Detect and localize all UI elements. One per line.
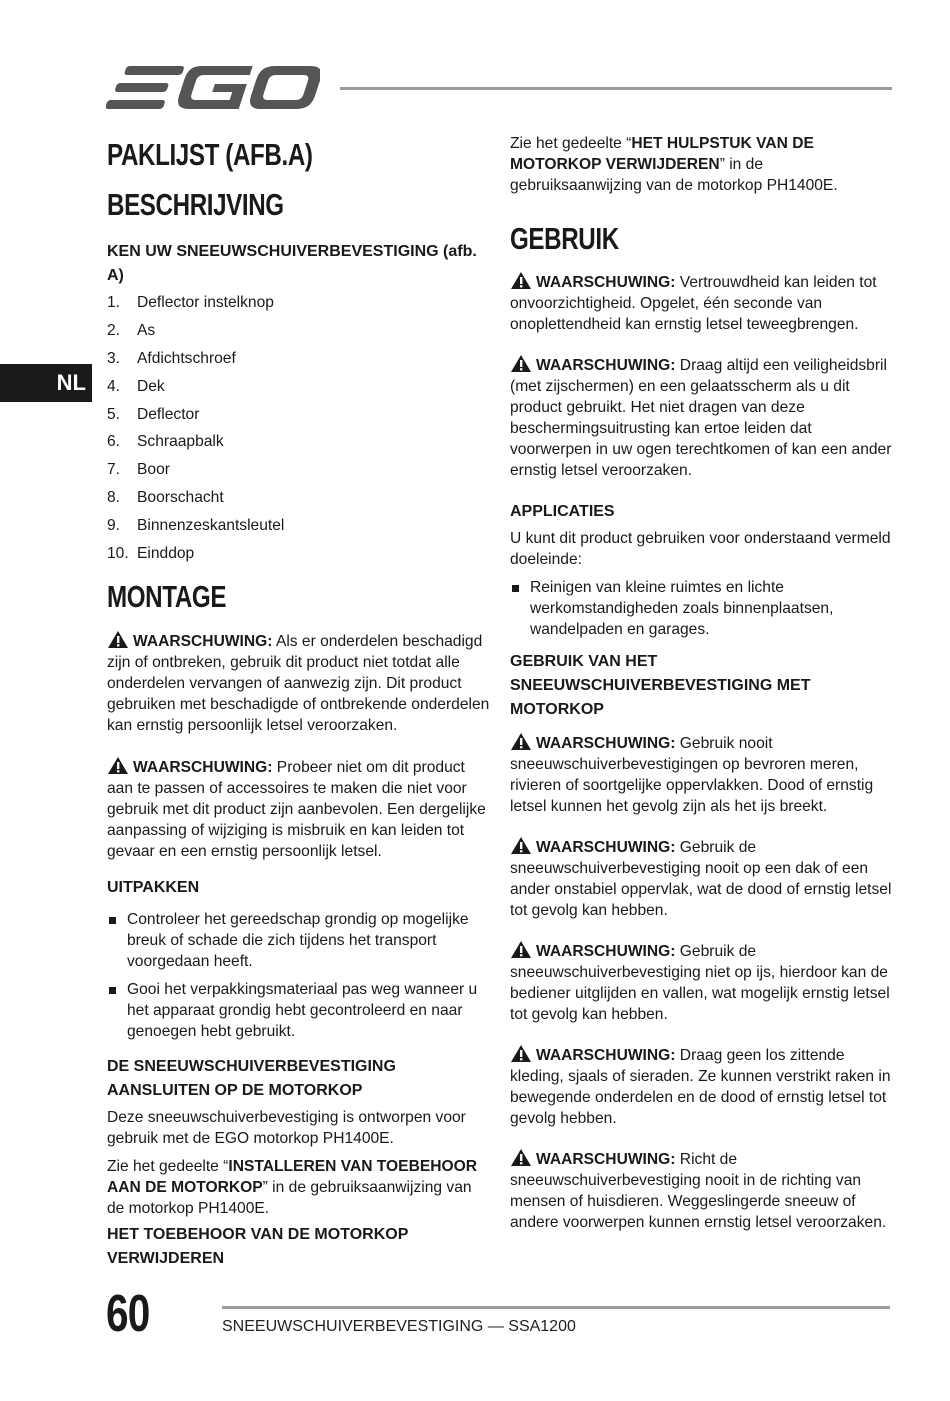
paragraph: U kunt dit product gebruiken voor onderstaand vermeld doeleinde: [510, 530, 891, 568]
heading-paklijst: PAKLIJST (AFB.A) [107, 137, 313, 172]
list-item: 7. Boor [107, 461, 170, 479]
paragraph: Zie het gedeelte “INSTALLEREN VAN TOEBEHOOR AAN DE MOTORKOP” in de gebruiksaanwijzing van de motorkop PH1400E. [107, 1157, 478, 1217]
warning-icon [107, 630, 129, 649]
footer-title: SNEEUWSCHUIVERBEVESTIGING — SSA1200 [222, 1318, 576, 1335]
list-item: 4. Dek [107, 377, 165, 395]
warning-paragraph: WAARSCHUWING: Gebruik de sneeuwschuiverbevestiging niet op ijs, hierdoor kan de bediener uitglijden en vallen, wat mogelijk ernstig letsel tot gevolg kan hebben. [510, 940, 895, 1025]
list-item: 1. Deflector instelknop [107, 294, 274, 311]
warning-icon [510, 271, 532, 290]
heading-ken-uw: KEN UW SNEEUWSCHUIVERBEVESTIGING (afb. A) [107, 243, 477, 284]
ego-logo [106, 62, 320, 114]
warning-paragraph: WAARSCHUWING: Als er onderdelen beschadigd zijn of ontbreken, gebruik dit product niet totdat alle onderdelen vervangen of aanwezig zijn. Dit product gebruiken met beschadigde of ontbrekende onderdelen kan ernstig persoonlijk letsel veroorzaken. [107, 630, 492, 736]
applicaties-list [510, 577, 895, 640]
list-item: 2. As [107, 321, 156, 339]
heading-gebruik-van: GEBRUIK VAN HET SNEEUWSCHUIVERBEVESTIGING MET MOTORKOP [510, 653, 811, 718]
parts-list [107, 292, 492, 571]
list-item: 9. Binnenzeskantsleutel [107, 517, 285, 535]
list-item: 5. Deflector [107, 405, 200, 423]
right-column [510, 133, 895, 1233]
list-item: 10. Einddop [107, 545, 195, 563]
list-item: 3. Afdichtschroef [107, 349, 236, 367]
language-tab: NL [0, 364, 92, 402]
heading-montage: MONTAGE [107, 578, 227, 614]
warning-icon [510, 732, 532, 751]
page-number: 60 [106, 1285, 150, 1343]
paragraph: Zie het gedeelte “HET HULPSTUK VAN DE MOTORKOP VERWIJDEREN” in de gebruiksaanwijzing van de motorkop PH1400E. [510, 135, 838, 194]
warning-icon [510, 836, 532, 855]
warning-paragraph: WAARSCHUWING: Probeer niet om dit product aan te passen of accessoires te maken die niet voor gebruik met dit product zijn aanbevolen. Een dergelijke aanpassing of wijziging is misbruik en kan leiden tot gevaar en een ernstig persoonlijk letsel. [107, 756, 492, 862]
warning-paragraph: WAARSCHUWING: Draag geen los zittende kleding, sjaals of sieraden. Ze kunnen verstrikt raken in bewegende onderdelen en de dood of ernstig letsel tot gevolg hebben. [510, 1044, 895, 1129]
warning-paragraph: WAARSCHUWING: Gebruik de sneeuwschuiverbevestiging nooit op een dak of een ander onstabiel oppervlak, wat de dood of ernstig letsel tot gevolg kan hebben. [510, 836, 895, 921]
paragraph: Deze sneeuwschuiverbevestiging is ontworpen voor gebruik met de EGO motorkop PH1400E. [107, 1108, 466, 1147]
list-item: Reinigen van kleine ruimtes en lichte werkomstandigheden zoals binnenplaatsen, wandelpaden en garages. [510, 577, 895, 640]
list-item: 8. Boorschacht [107, 489, 224, 507]
warning-icon [510, 1044, 532, 1063]
warning-paragraph: WAARSCHUWING: Richt de sneeuwschuiverbevestiging nooit in de richting van mensen of huisdieren. Weggeslingerde sneeuw of andere voorwerpen kunnen ernstig letsel veroorzaken. [510, 1148, 895, 1233]
list-item: 6. Schraapbalk [107, 433, 224, 451]
list-item: Controleer het gereedschap grondig op mogelijke breuk of schade die zich tijdens het transport voorgedaan heeft. [107, 909, 492, 972]
warning-paragraph: WAARSCHUWING: Draag altijd een veiligheidsbril (met zijschermen) en een gelaatsscherm als u dit product gebruikt. Het niet dragen van deze beschermingsuitrusting kan ertoe leiden dat voorwerpen in uw ogen terechtkomen of kan een ander ernstig letsel veroorzaken. [510, 354, 895, 481]
heading-beschrijving: BESCHRIJVING [107, 187, 284, 222]
warning-paragraph: WAARSCHUWING: Vertrouwdheid kan leiden tot onvoorzichtigheid. Opgelet, één seconde van onoplettendheid kan ernstig letsel teweegbrengen. [510, 271, 895, 335]
heading-verwijderen: HET TOEBEHOOR VAN DE MOTORKOP VERWIJDEREN [107, 1225, 409, 1267]
warning-icon [510, 354, 532, 373]
warning-icon [510, 940, 532, 959]
warning-icon [107, 756, 129, 775]
left-column [107, 138, 492, 1271]
warning-paragraph: WAARSCHUWING: Gebruik nooit sneeuwschuiverbevestigingen op bevroren meren, rivieren of soortgelijke oppervlakken. Dood of ernstig letsel kunnen het gevolg zijn als het ijs breekt. [510, 732, 895, 817]
heading-aansluiten: DE SNEEUWSCHUIVERBEVESTIGING AANSLUITEN OP DE MOTORKOP [107, 1057, 396, 1099]
uitpakken-list [107, 909, 492, 1042]
header-rule [340, 87, 892, 90]
warning-icon [510, 1148, 532, 1167]
list-item: Gooi het verpakkingsmateriaal pas weg wanneer u het apparaat grondig hebt gecontroleerd en naar genoegen hebt gebruikt. [107, 979, 492, 1042]
heading-gebruik: GEBRUIK [510, 221, 619, 256]
heading-applicaties: APPLICATIES [510, 503, 615, 520]
footer-rule [222, 1306, 890, 1309]
heading-uitpakken: UITPAKKEN [107, 878, 200, 896]
